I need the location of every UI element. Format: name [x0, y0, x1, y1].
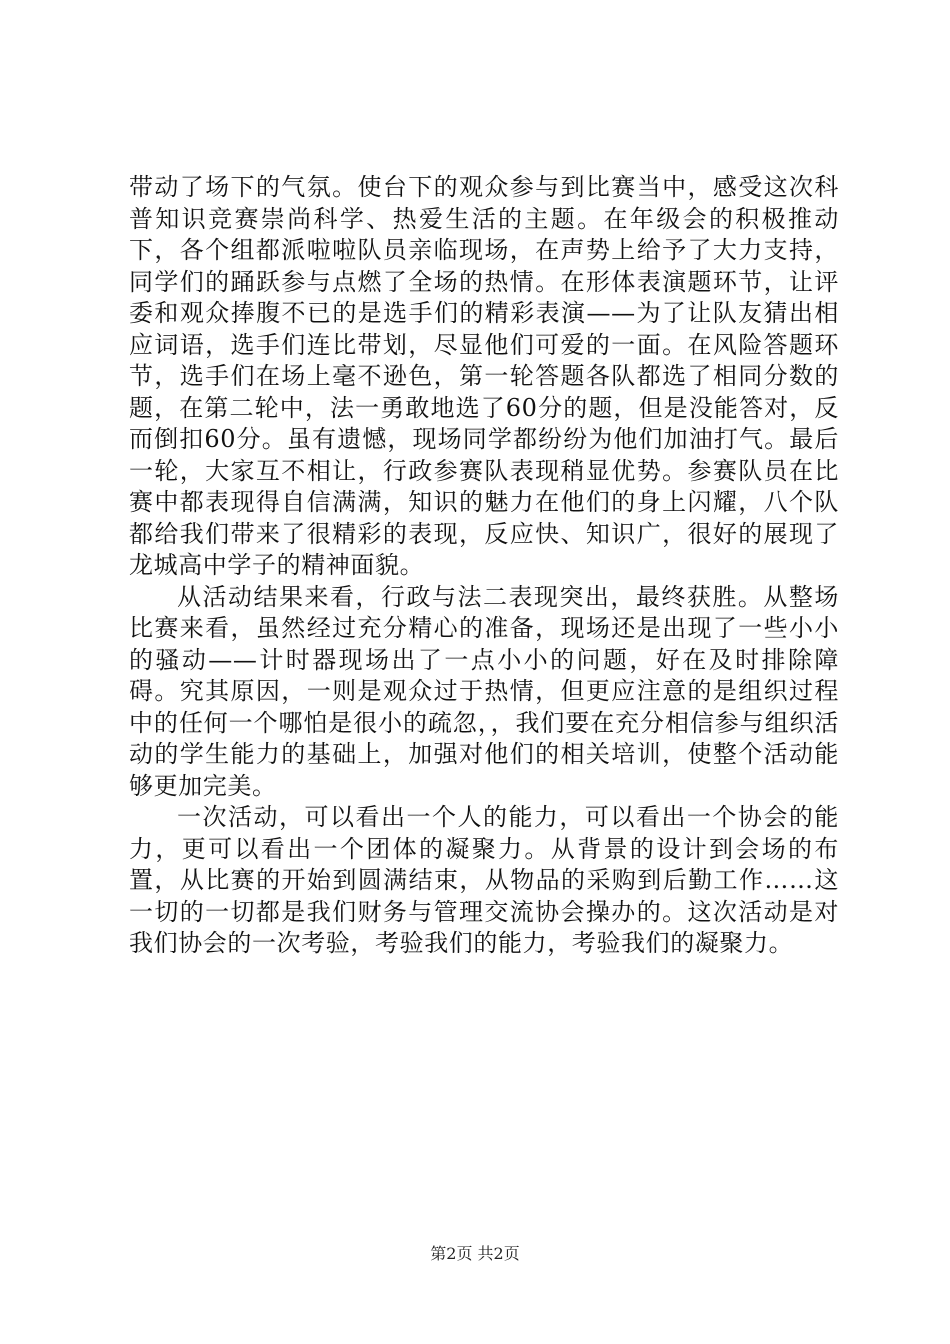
document-body — [129, 172, 839, 960]
page-footer: 第2页 共2页 — [430, 1244, 520, 1263]
paragraph-1: 带动了场下的气氛。使台下的观众参与到比赛当中，感受这次科普知识竞赛崇尚科学、热爱生活的主题。在年级会的积极推动下，各个组都派啦啦队员亲临现场，在声势上给予了大力支持，同学们的踊跃参与点燃了全场的热情。在形体表演题环节，让评委和观众捧腹不已的是选手们的精彩表演——为了让队友猜出相应词语，选手们连比带划，尽显他们可爱的一面。在风险答题环节，选手们在场上毫不逊色，第一轮答题各队都选了相同分数的题，在第二轮中，法一勇敢地选了60分的题，但是没能答对，反而倒扣60分。虽有遗憾，现场同学都纷纷为他们加油打气。最后一轮，大家互不相让，行政参赛队表现稍显优势。参赛队员在比赛中都表现得自信满满，知识的魅力在他们的身上闪耀，八个队都给我们带来了很精彩的表现，反应快、知识广，很好的展现了龙城高中学子的精神面貌。 — [129, 173, 839, 579]
paragraph-3: 一次活动，可以看出一个人的能力，可以看出一个协会的能力，更可以看出一个团体的凝聚力。从背景的设计到会场的布置，从比赛的开始到圆满结束，从物品的采购到后勤工作……这一切的一切都是我们财务与管理交流协会操办的。这次活动是对我们协会的一次考验，考验我们的能力，考验我们的凝聚力。 — [129, 803, 839, 957]
paragraph-2: 从活动结果来看，行政与法二表现突出，最终获胜。从整场比赛来看，虽然经过充分精心的准备，现场还是出现了一些小小的骚动——计时器现场出了一点小小的问题，好在及时排除障碍。究其原因，一则是观众过于热情，但更应注意的是组织过程中的任何一个哪怕是很小的疏忽，，我们要在充分相信参与组织活动的学生能力的基础上，加强对他们的相关培训，使整个活动能够更加完美。 — [129, 582, 839, 800]
